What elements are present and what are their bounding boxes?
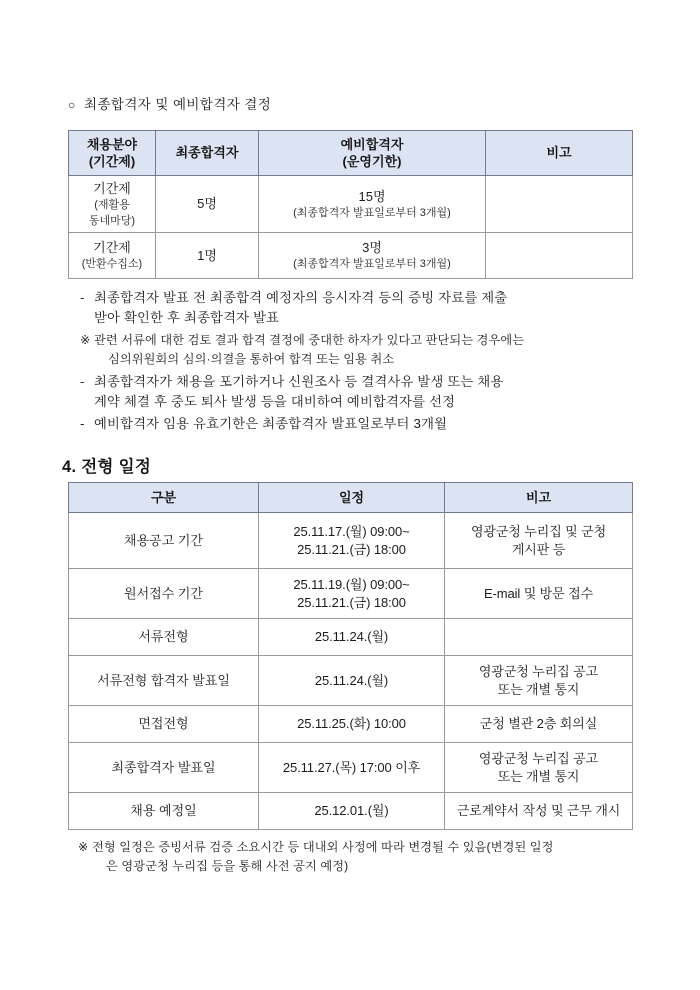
section-heading-schedule-text: 전형 일정 [81,458,152,476]
cell-category: 채용공고 기간 [69,513,259,569]
column-header-field-line1: 채용분야 [86,136,138,152]
cell-category: 서류전형 [69,619,259,656]
cell-category: 서류전형 합격자 발표일 [69,656,259,706]
note-marker: - [80,416,85,431]
table-row [69,176,633,233]
column-header-remark-line1: 비고 [546,145,572,161]
note-line [80,331,525,350]
cell-schedule-line: 25.12.01.(월) [314,803,389,819]
cell-remark-line: 군청 별관 2층 회의실 [479,716,598,732]
schedule-table [68,482,633,830]
column-header-remark [486,131,633,176]
cell-remark [445,706,633,743]
cell-schedule [259,793,445,830]
cell-schedule [259,513,445,569]
bullet-marker-icon: ○ [68,98,76,112]
table-row [69,513,633,569]
table-header-row [69,483,633,513]
column-header-field-line2: (기간제) [88,154,136,169]
cell-remark [445,619,633,656]
note-line: 심의위원회의 심의·의결을 통하여 합격 또는 임용 취소 [108,351,395,366]
note-marker: - [80,290,85,305]
column-header-final-count-line1: 최종합격자 [175,145,239,161]
cell-remark-line: E-mail 및 방문 접수 [483,585,594,601]
cell-schedule-line: 25.11.27.(목) 17:00 이후 [282,759,421,775]
cell-schedule [259,706,445,743]
cell-schedule [259,656,445,706]
cell-field [69,176,156,233]
cell-final-count [156,233,259,279]
table-row [69,656,633,706]
note-line: 받아 확인한 후 최종합격자 발표 [94,310,280,326]
cell-final-count-value: 1명 [197,247,217,263]
cell-schedule-line: 25.11.21.(금) 18:00 [297,541,406,557]
column-header-reserve-line1: 예비합격자 [340,136,404,152]
final-result-table [68,130,633,279]
note-text: 최종합격자 발표 전 최종합격 예정자의 응시자격 등의 증빙 자료를 제출 [94,290,508,305]
cell-remark-line: 영광군청 누리집 및 군청 [470,524,607,540]
cell-remark [445,793,633,830]
cell-reserve [259,176,486,233]
table-row [69,793,633,830]
cell-category: 최종합격자 발표일 [69,743,259,793]
cell-remark-line: 게시판 등 [511,541,566,557]
cell-remark-line: 영광군청 누리집 공고 [478,664,599,680]
table-row [69,233,633,279]
cell-schedule-line: 25.11.21.(금) 18:00 [297,594,406,610]
column-header-reserve [259,131,486,176]
section-heading-final-result-text: 최종합격자 및 예비합격자 결정 [84,97,272,112]
cell-reserve-sub: (최종합격자 발표일로부터 3개월) [293,206,451,219]
column-header-schedule: 일정 [259,483,445,513]
cell-category: 면접전형 [69,706,259,743]
section-heading-schedule [62,453,151,477]
cell-schedule-line: 25.11.24.(월) [314,629,389,645]
note-marker: - [80,374,85,389]
table-row [69,619,633,656]
cell-schedule [259,569,445,619]
cell-remark-line: 영광군청 누리집 공고 [478,751,599,767]
cell-field-main: 기간제 [93,240,131,256]
cell-schedule [259,743,445,793]
column-header-reserve-line2: (운영기한) [342,154,402,169]
table-row [69,743,633,793]
note-line [80,414,448,434]
table-row [69,569,633,619]
note-line [80,288,508,308]
cell-schedule-line: 25.11.25.(화) 10:00 [297,716,406,732]
section-heading-schedule-number: 4. [62,458,77,476]
cell-remark-line: 또는 개별 통지 [497,681,580,697]
cell-remark [445,569,633,619]
cell-reserve [259,233,486,279]
note-line [78,838,554,857]
cell-category: 원서접수 기간 [69,569,259,619]
cell-remark [445,743,633,793]
column-header-final-count [156,131,259,176]
cell-remark-line: 또는 개별 통지 [497,768,580,784]
note-text: 최종합격자가 채용을 포기하거나 신원조사 등 결격사유 발생 또는 채용 [94,374,504,389]
note-text: 예비합격자 임용 유효기한은 최종합격자 발표일로부터 3개월 [94,416,448,431]
note-text: 전형 일정은 증빙서류 검증 소요시간 등 대내외 사정에 따라 변경될 수 있음(변경된 일정 [92,840,554,854]
cell-category: 채용 예정일 [69,793,259,830]
schedule-footnote [78,838,554,875]
section-heading-final-result [68,93,271,113]
table-row [69,706,633,743]
note-item-reserve-validity [80,414,448,434]
column-header-field [69,131,156,176]
cell-remark [486,176,633,233]
note-item-review-cancel [80,331,525,368]
cell-field-sub1: (반환수집소) [81,258,143,271]
note-line: 은 영광군청 누리집 등을 통해 사전 공지 예정) [106,858,349,873]
note-item-submit-proof [80,288,508,328]
note-text: 관련 서류에 대한 검토 결과 합격 결정에 중대한 하자가 있다고 판단되는 경우에는 [94,333,525,347]
cell-final-count-value: 5명 [197,196,217,212]
cell-reserve-main: 3명 [362,240,382,256]
cell-remark [445,656,633,706]
cell-remark-line: 근로계약서 작성 및 근무 개시 [456,803,621,819]
note-line: 계약 체결 후 중도 퇴사 발생 등을 대비하여 예비합격자를 선정 [94,394,456,410]
cell-field-sub2: 동네마당) [88,214,136,227]
cell-field-sub1: (재활용 [94,199,130,212]
note-line [80,372,504,392]
note-marker: ※ [80,333,91,347]
note-item-reserve-reason [80,372,504,412]
cell-field [69,233,156,279]
cell-remark [486,233,633,279]
cell-field-main: 기간제 [93,180,131,196]
cell-final-count [156,176,259,233]
cell-reserve-main: 15명 [358,188,386,204]
cell-schedule [259,619,445,656]
cell-schedule-line: 25.11.19.(월) 09:00~ [293,577,410,593]
cell-reserve-sub: (최종합격자 발표일로부터 3개월) [293,258,451,271]
cell-schedule-line: 25.11.17.(월) 09:00~ [293,524,410,540]
cell-remark [445,513,633,569]
column-header-category: 구분 [69,483,259,513]
table-header-row [69,131,633,176]
note-marker: ※ [78,840,89,854]
column-header-remark: 비고 [445,483,633,513]
cell-schedule-line: 25.11.24.(월) [314,672,389,688]
